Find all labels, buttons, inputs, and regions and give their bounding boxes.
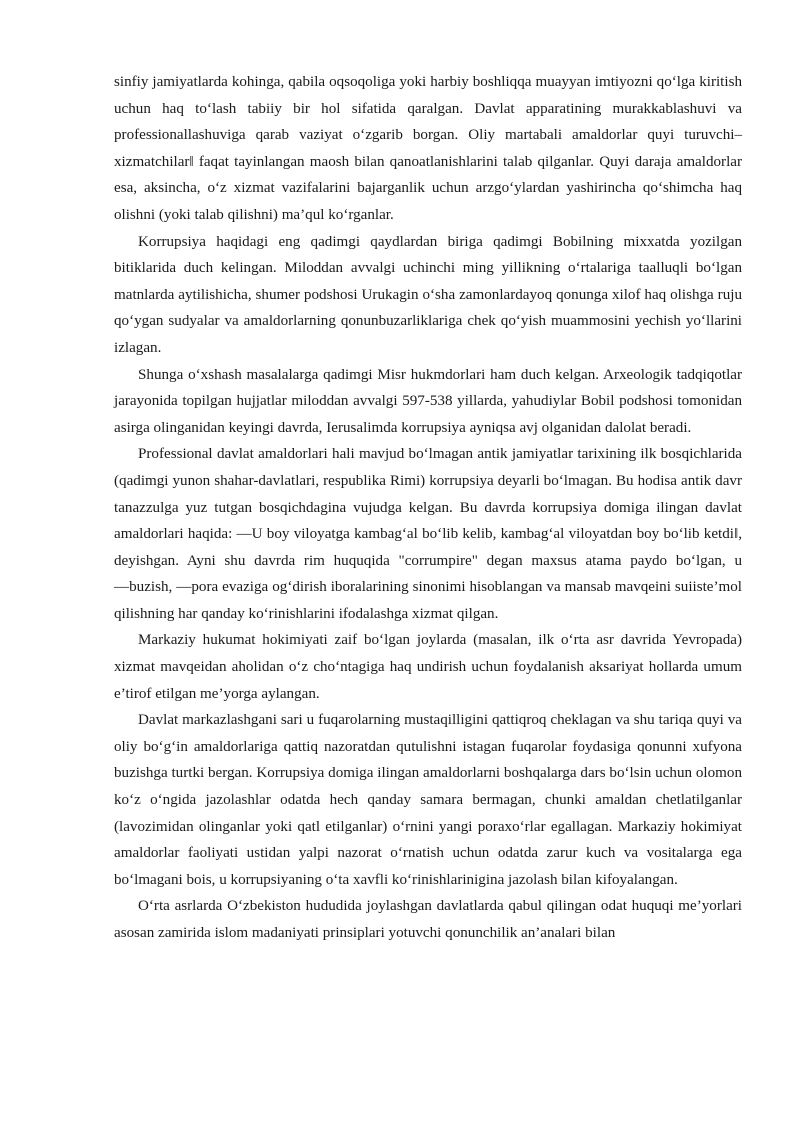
paragraph: O‘rta asrlarda O‘zbekiston hududida joylashgan davlatlarda qabul qilingan odat huquqi me’yorlari asosan zamirida islom madaniyati prinsiplari yotuvchi qonunchilik an’analari bilan (114, 898, 742, 941)
paragraph: Korrupsiya haqidagi eng qadimgi qaydlardan biriga qadimgi Bobilning mixxatda yozilgan bitiklarida duch kelingan. Miloddan avvalgi uchinchi ming yillikning o‘rtalariga taalluqli bo‘lgan matnlarda aytilishicha, shumer podshosi Urukagin o‘sha zamonlardayoq qonunga xilof haq olishga ruju qo‘ygan sudyalar va amaldorlarning qonunbuzarliklariga chek qo‘yish muammosini yechish yo‘llarini izlagan. (114, 233, 742, 356)
document-page (114, 69, 742, 947)
paragraph-continued: sinfiy jamiyatlarda kohinga, qabila oqsoqoliga yoki harbiy boshliqqa muayyan imtiyozni qo‘lga kiritish uchun haq to‘lash tabiiy bir hol sifatida qaralgan. Davlat apparatining murakkablashuvi va professionallashuviga qarab vaziyat o‘zgarib borgan. Oliy martabali amaldorlar quyi turuvchi–xizmatchilar‖ faqat tayinlangan maosh bilan qanoatlanishlarini talab qilganlar. Quyi daraja amaldorlar esa, aksincha, o‘z xizmat vazifalarini bajarganlik uchun arzgo‘ylardan yashirincha qo‘shimcha haq olishni (yoki talab qilishni) ma’qul ko‘rganlar. (114, 74, 742, 223)
paragraph: Shunga o‘xshash masalalarga qadimgi Misr hukmdorlari ham duch kelgan. Arxeologik tadqiqotlar jarayonida topilgan hujjatlar miloddan avvalgi 597-538 yillarda, yahudiylar Bobil podshosi tomonidan asirga olinganidan keyingi davrda, Ierusalimda korrupsiya ayniqsa avj olganidan dalolat beradi. (114, 366, 742, 436)
paragraph: Professional davlat amaldorlari hali mavjud bo‘lmagan antik jamiyatlar tarixining ilk bosqichlarida (qadimgi yunon shahar-davlatlari, respublika Rimi) korrupsiya deyarli bo‘lmagan. Bu hodisa antik davr tanazzulga yuz tutgan bosqichdagina vujudga kelgan. Bu davrda korrupsiya domiga ilingan davlat amaldorlari haqida: ―U boy viloyatga kambag‘al bo‘lib kelib, kambag‘al viloyatdan boy bo‘lib ketdi‖, deyishgan. Ayni shu davrda rim huquqida "corrumpire" degan maxsus atama paydo bo‘lgan, u ―buzish, ―pora evaziga og‘dirish iboralarining sinonimi hisoblangan va mansab mavqeini suiiste’mol qilishning har qanday ko‘rinishlarini ifodalashga xizmat qilgan. (114, 446, 742, 622)
paragraph: Davlat markazlashgani sari u fuqarolarning mustaqilligini qattiqroq cheklagan va shu tariqa quyi va oliy bo‘g‘in amaldorlariga qattiq nazoratdan qutulishni istagan fuqarolar foydasiga qonunni xufyona buzishga turtki bergan. Korrupsiya domiga ilingan amaldorlarni boshqalarga dars bo‘lsin uchun olomon ko‘z o‘ngida jazolashlar odatda hech qanday samara bermagan, chunki amaldan chetlatilganlar (lavozimidan olinganlar yoki qatl etilganlar) o‘rnini yangi poraxo‘rlar egallagan. Markaziy hokimiyat amaldorlar faoliyati ustidan yalpi nazorat o‘rnatish uchun odatda zarur kuch va vositalarga ega bo‘lmagani bois, u korrupsiyaning o‘ta xavfli ko‘rinishlarinigina jazolash bilan kifoyalangan. (114, 712, 742, 888)
paragraph: Markaziy hukumat hokimiyati zaif bo‘lgan joylarda (masalan, ilk o‘rta asr davrida Yevropada) xizmat mavqeidan aholidan o‘z cho‘ntagiga haq undirish uchun foydalanish aksariyat hollarda umum e’tirof etilgan me’yorga aylangan. (114, 632, 742, 702)
